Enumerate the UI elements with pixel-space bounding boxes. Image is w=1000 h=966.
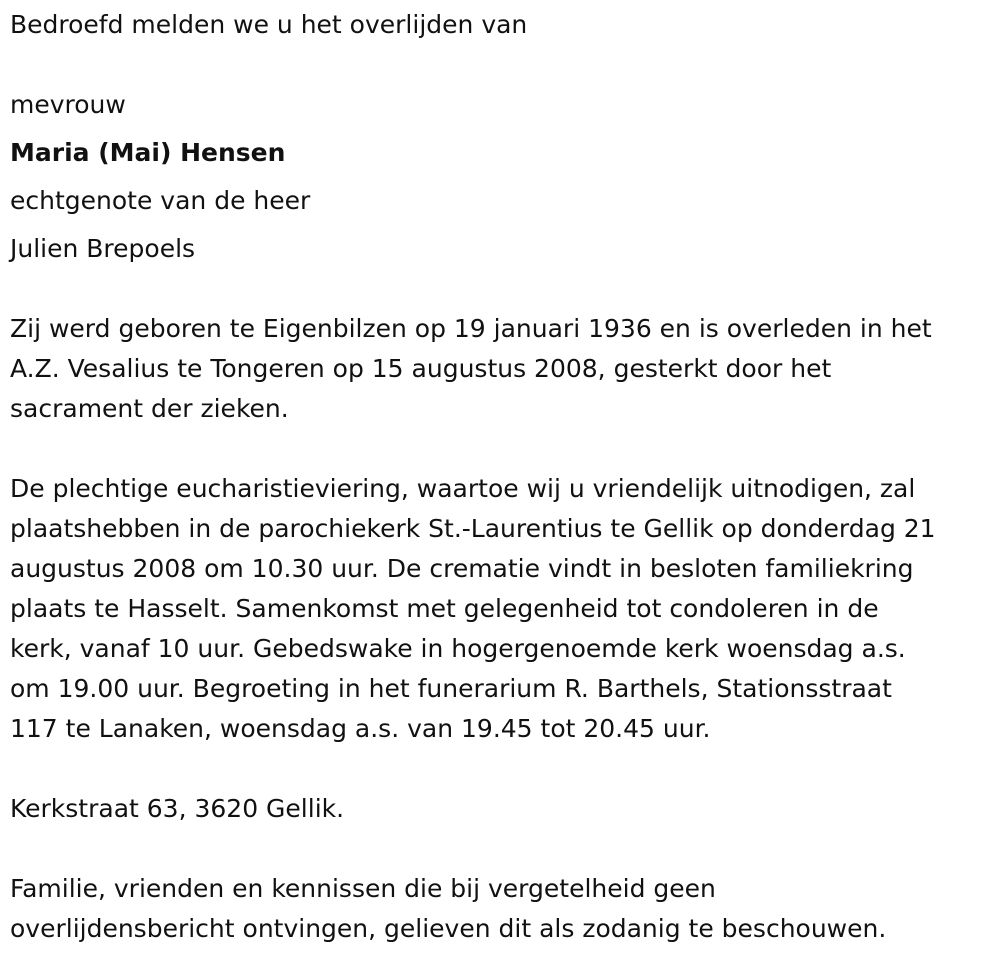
closing-paragraph [10, 869, 990, 949]
ceremony-line: De plechtige eucharistieviering, waartoe wij u vriendelijk uitnodigen, zal [10, 474, 916, 503]
ceremony-line: plaatshebben in de parochiekerk St.-Laurentius te Gellik op donderdag 21 [10, 514, 936, 543]
ceremony-line: plaats te Hasselt. Samenkomst met gelegenheid tot condoleren in de [10, 594, 879, 623]
intro-text: Bedroefd melden we u het overlijden van [10, 10, 528, 39]
birth-line: sacrament der zieken. [10, 394, 289, 423]
closing-line: Familie, vrienden en kennissen die bij vergetelheid geen [10, 874, 716, 903]
address-text: Kerkstraat 63, 3620 Gellik. [10, 794, 345, 823]
deceased-name: Maria (Mai) Hensen [10, 138, 286, 167]
birth-paragraph [10, 309, 990, 429]
birth-line: A.Z. Vesalius te Tongeren op 15 augustus 2008, gesterkt door het [10, 354, 832, 383]
ceremony-line: 117 te Lanaken, woensdag a.s. van 19.45 tot 20.45 uur. [10, 714, 711, 743]
spouse-name: Julien Brepoels [10, 234, 196, 263]
honorific: mevrouw [10, 90, 126, 119]
ceremony-line: om 19.00 uur. Begroeting in het funerarium R. Barthels, Stationsstraat [10, 674, 892, 703]
ceremony-paragraph [10, 469, 990, 749]
ceremony-line: kerk, vanaf 10 uur. Gebedswake in hogergenoemde kerk woensdag a.s. [10, 634, 906, 663]
spouse-label: echtgenote van de heer [10, 186, 311, 215]
ceremony-line: augustus 2008 om 10.30 uur. De crematie vindt in besloten familiekring [10, 554, 914, 583]
birth-line: Zij werd geboren te Eigenbilzen op 19 januari 1936 en is overleden in het [10, 314, 932, 343]
closing-line: overlijdensbericht ontvingen, gelieven dit als zodanig te beschouwen. [10, 914, 887, 943]
